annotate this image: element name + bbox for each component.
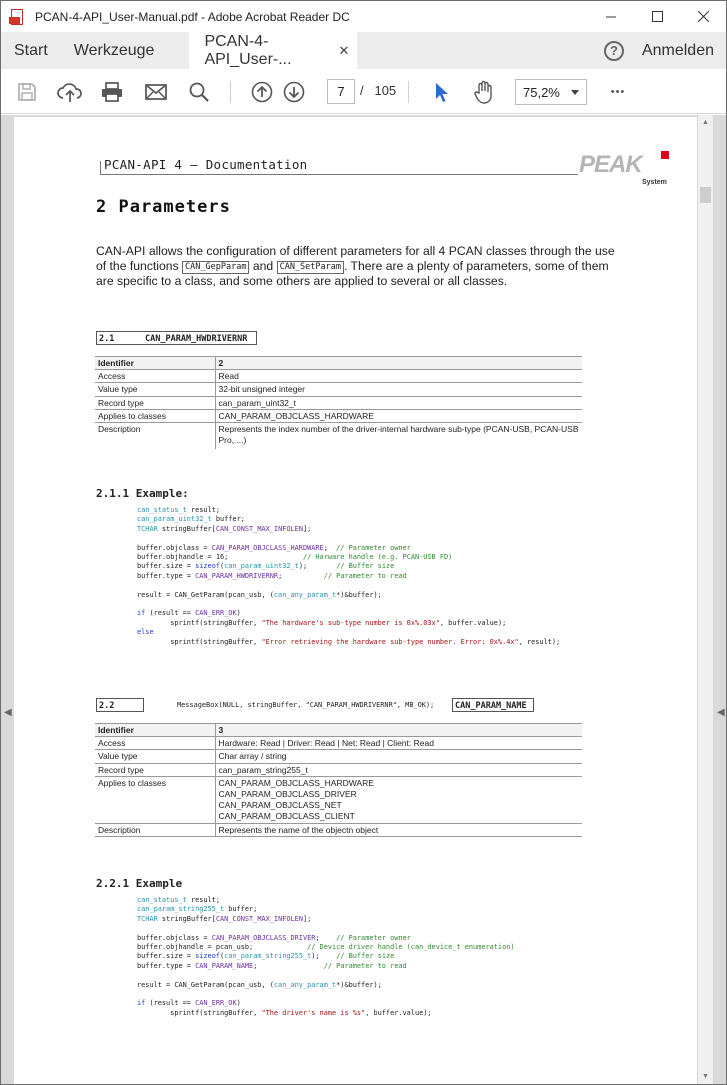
table-row [95,357,582,370]
table-row [95,823,582,836]
table-cell: 2 [215,357,582,370]
hand-tool-button[interactable] [470,69,498,114]
scroll-down-icon[interactable]: ▼ [702,1073,709,1080]
page-header-text: PCAN-API 4 – Documentation [104,157,308,172]
minimize-icon [606,11,617,22]
upload-button[interactable] [55,69,85,114]
mail-icon [144,82,168,102]
next-page-button[interactable] [280,69,308,114]
table-cell: CAN_PARAM_OBJCLASS_HARDWARE CAN_PARAM_OBJCLASS_DRIVER CAN_PARAM_OBJCLASS_NET CAN_PARAM_OBJCLASS_CLIENT [215,776,582,823]
table-cell: Value type [95,750,215,763]
section-name: CAN_PARAM_NAME [455,701,527,711]
total-pages: 105 [374,83,397,98]
title-bar [1,1,726,32]
chevron-down-icon [571,90,579,95]
page-separator: / [360,83,364,98]
search-button[interactable] [185,69,213,114]
header-rule [100,161,101,175]
code-block: can_status_t result; can_param_string255_t buffer; TCHAR stringBuffer[CAN_CONST_MAX_INFOLEN]; buffer.objclass = CAN_PARAM_OBJCLASS_DRIVER; // Parameter owner buffer.objhandle = pcan_usb; // Device driver handle (can_device_t enumeration) buffer.size = sizeof(can_param_string255_t); // Buffer size buffer.type = CAN_PARAM_NAME; // Parameter to read result = CAN_GetParam(pcan_usb, (can_any_param_t*)&buffer); if (result == CAN_ERR_OK) sprintf(stringBuffer, "The driver's name is %s", buffer.value); [137,896,515,1017]
intro-paragraph [96,244,626,289]
toolbar-separator [230,81,231,103]
tabs-bar [1,32,726,69]
minimize-button[interactable] [588,1,634,32]
table-cell: Applies to classes [95,776,215,823]
vertical-scrollbar[interactable] [698,115,713,1085]
select-cursor-icon [432,81,450,103]
tab-document[interactable] [189,32,357,69]
search-icon [188,81,210,103]
table-cell: Hardware: Read | Driver: Read | Net: Read | Client: Read [215,737,582,750]
intro-text-2: . There are a plenty of parameters, some of them are specific to a class, and some others are applied to several or all classes. [96,259,609,288]
logo-square [661,151,669,159]
document-viewport[interactable] [1,115,726,1085]
select-tool-button[interactable] [428,69,454,114]
table-row [95,423,582,450]
table-row [95,776,582,823]
code-block: can_status_t result; can_param_uint32_t buffer; TCHAR stringBuffer[CAN_CONST_MAX_INFOLEN]; buffer.objclass = CAN_PARAM_OBJCLASS_HARDWARE; // Parameter owner buffer.objhandle = 16; // Harware handle (e.g. PCAN-USB FD) buffer.size = sizeof(can_param_uint32_t); // Buffer size buffer.type = CAN_PARAM_HWDRIVERNR; // Parameter to read result = CAN_GetParam(pcan_usb, (can_any_param_t*)&buffer); if (result == CAN_ERR_OK) sprintf(stringBuffer, "The hardware's sub-type number is 0x%.03x", buffer.value); else sprintf(stringBuffer, "Error retrieving the hardware sub-type number. Error: 0x%.4x", result); [137,506,561,646]
section-name: CAN_PARAM_HWDRIVERNR [145,334,248,344]
page-up-icon [251,81,273,103]
table-cell: Identifier [95,357,215,370]
logo-subtitle: System [642,179,667,186]
email-button[interactable] [142,69,170,114]
function-name-get: CAN_GepParam [182,261,249,274]
table-row [95,763,582,776]
left-pane-toggle-icon[interactable]: ◀ [4,707,12,718]
signin-link[interactable]: Anmelden [641,41,714,59]
help-icon[interactable]: ? [604,41,624,61]
table-cell: 3 [215,724,582,737]
table-row [95,383,582,396]
table-cell: can_param_uint32_t [215,396,582,409]
table-cell: Identifier [95,724,215,737]
table-cell: Description [95,423,215,450]
close-icon [698,11,709,22]
print-icon [100,81,124,103]
previous-page-button[interactable] [248,69,276,114]
scroll-thumb[interactable] [700,187,711,203]
table-cell: 32-bit unsigned integer [215,383,582,396]
tab-close-icon[interactable]: ✕ [338,43,350,58]
table-row [95,396,582,409]
table-row [95,409,582,422]
table-cell: Read [215,370,582,383]
print-button[interactable] [98,69,126,114]
peak-logo [579,151,669,191]
more-icon: ••• [610,85,626,98]
table-cell: CAN_PARAM_OBJCLASS_HARDWARE [215,409,582,422]
table-row [95,750,582,763]
table-cell: Applies to classes [95,409,215,422]
table-cell: Represents the name of the objectn object [215,823,582,836]
section-number: 2.1 [99,334,115,344]
stray-code-line: MessageBox(NULL, stringBuffer, "CAN_PARAM_HWDRIVERNR", MB_OK); [177,701,435,709]
toolbar-separator [408,81,409,103]
table-cell: Access [95,737,215,750]
pdf-file-icon [9,9,25,25]
header-rule [100,174,578,175]
table-cell: Record type [95,763,215,776]
table-cell: Access [95,370,215,383]
scroll-up-icon[interactable]: ▲ [702,119,709,126]
window-controls [588,1,726,32]
zoom-value: 75,2% [523,84,560,100]
parameter-table [95,356,582,449]
page-number-input[interactable]: 7 [327,79,355,104]
intro-text-1: CAN-API allows the configuration of different parameters for all 4 PCAN classes through the use of the functions [96,244,615,273]
save-icon [16,81,38,103]
table-row [95,370,582,383]
function-name-set: CAN_SetParam [277,261,344,274]
page-count [360,83,396,98]
table-cell: can_param_string255_t [215,763,582,776]
section-number: 2.2 [99,701,115,711]
table-cell: Char array / string [215,750,582,763]
tab-tools[interactable]: Werkzeuge [73,41,155,59]
pdf-page [14,117,697,1085]
tab-document-label: PCAN-4-API_User-... [204,32,292,68]
hand-icon [473,80,495,104]
example-heading: 2.2.1 Example [96,877,183,890]
table-cell: Value type [95,383,215,396]
example-heading: 2.1.1 Example: [96,487,189,500]
table-cell: Record type [95,396,215,409]
tab-start[interactable]: Start [14,41,48,59]
cloud-upload-icon [57,81,83,103]
page-down-icon [283,81,305,103]
close-window-button[interactable] [680,1,726,32]
chapter-title: 2 Parameters [96,197,231,217]
toolbar [1,69,726,114]
save-button[interactable] [13,69,41,114]
right-pane-toggle-icon[interactable]: ◀ [717,707,725,718]
table-cell: Represents the index number of the driver-internal hardware sub-type (PCAN-USB, PCAN-USB Pro, ...) [218,424,579,446]
maximize-icon [652,11,663,22]
parameter-table [95,723,582,837]
window-title: PCAN-4-API_User-Manual.pdf - Adobe Acrobat Reader DC [35,9,350,24]
intro-and: and [249,259,277,273]
zoom-select[interactable] [515,79,587,105]
table-row [95,737,582,750]
more-button[interactable] [604,69,632,114]
maximize-button[interactable] [634,1,680,32]
logo-word: PEAK [579,151,642,178]
table-cell: Description [95,823,215,836]
table-row [95,724,582,737]
